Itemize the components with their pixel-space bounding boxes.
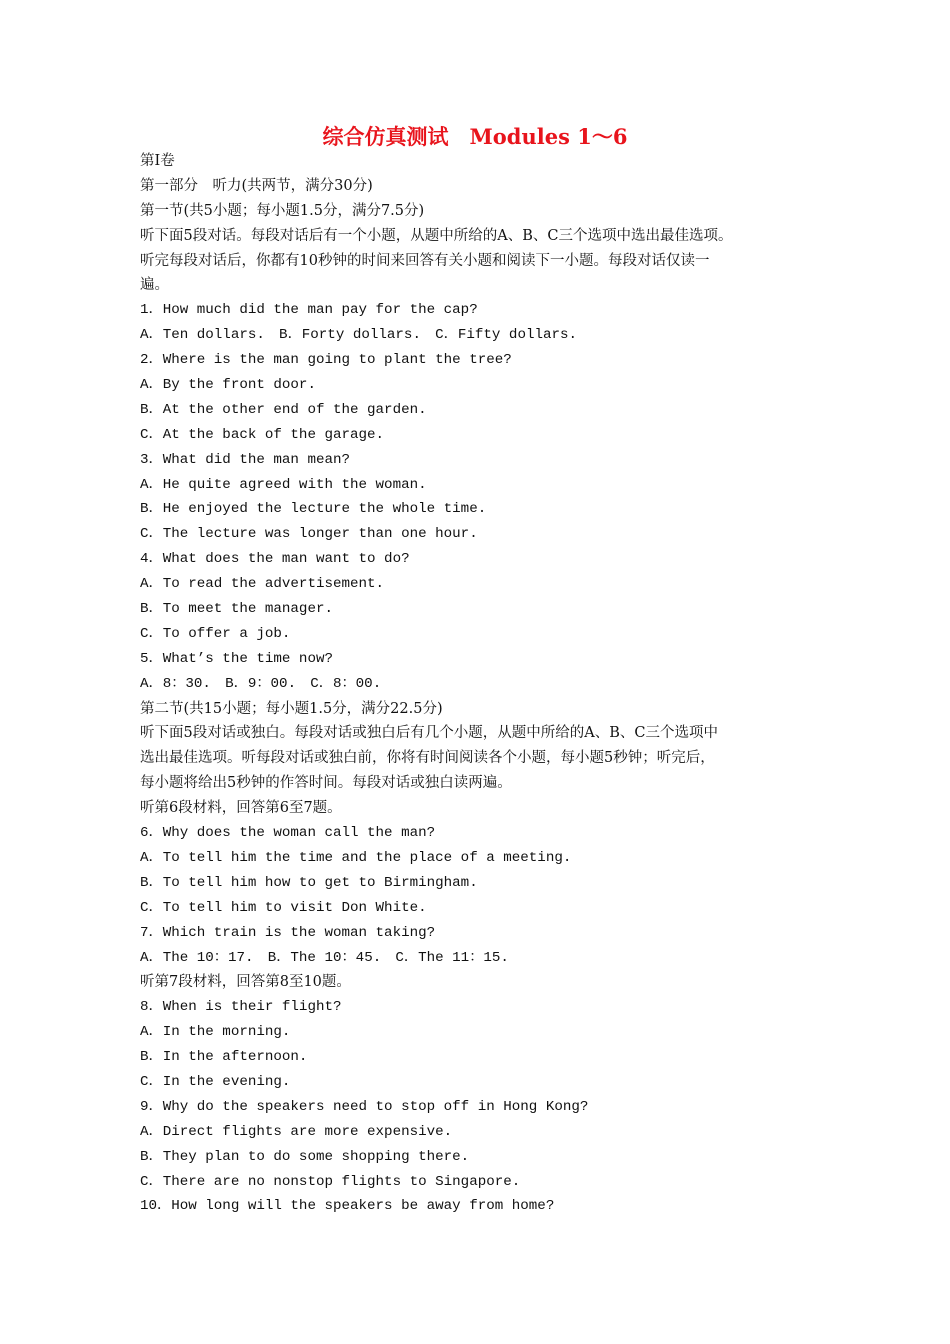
question-line: A．By the front door.: [140, 377, 316, 394]
question-line: A．He quite agreed with the woman.: [140, 476, 427, 493]
instruction-line: 听第7段材料，回答第8至10题。: [140, 974, 351, 991]
question-line: B．In the afternoon.: [140, 1049, 308, 1066]
question-line: A．Ten dollars. B．Forty dollars. C．Fifty dollars.: [140, 327, 578, 344]
instruction-line: 每小题将给出5秒钟的作答时间。每段对话或独白读两遍。: [140, 775, 512, 792]
question-line: A．The 10：17. B．The 10：45. C．The 11：15.: [140, 949, 509, 966]
question-line: 7．Which train is the woman taking?: [140, 924, 436, 941]
question-line: 4．What does the man want to do?: [140, 551, 410, 568]
question-line: 5．What’s the time now?: [140, 650, 333, 667]
question-line: 2．Where is the man going to plant the tree?: [140, 352, 512, 369]
instruction-line: 第二节(共15小题；每小题1.5分，满分22.5分): [140, 700, 443, 717]
question-line: B．They plan to do some shopping there.: [140, 1148, 470, 1165]
document-body: [140, 149, 820, 1219]
question-line: 1．How much did the man pay for the cap?: [140, 302, 478, 319]
instruction-line: 选出最佳选项。听每段对话或独白前，你将有时间阅读各个小题，每小题5秒钟；听完后，: [140, 750, 715, 767]
question-line: 6．Why does the woman call the man?: [140, 825, 436, 842]
instruction-line: 听下面5段对话。每段对话后有一个小题，从题中所给的A、B、C三个选项中选出最佳选项。: [140, 227, 733, 244]
question-line: B．To meet the manager.: [140, 601, 333, 618]
instruction-line: 听第6段材料，回答第6至7题。: [140, 800, 342, 817]
question-line: C．There are no nonstop flights to Singapore.: [140, 1173, 521, 1190]
question-line: 8．When is their flight?: [140, 999, 342, 1016]
question-line: B．To tell him how to get to Birmingham.: [140, 874, 478, 891]
document-title: 综合仿真测试 Modules 1～6: [322, 124, 628, 149]
question-line: 3．What did the man mean?: [140, 451, 351, 468]
question-line: A．To tell him the time and the place of a meeting.: [140, 849, 572, 866]
instruction-line: 遍。: [140, 277, 169, 294]
question-line: 10．How long will the speakers be away from home?: [140, 1198, 555, 1215]
instruction-line: 第Ⅰ卷: [140, 153, 175, 169]
question-line: A．In the morning.: [140, 1024, 291, 1041]
question-line: B．He enjoyed the lecture the whole time.: [140, 501, 487, 518]
instruction-line: 第一节(共5小题；每小题1.5分，满分7.5分): [140, 202, 425, 219]
question-line: A．8：30. B．9：00. C．8：00.: [140, 675, 382, 692]
instruction-line: 听下面5段对话或独白。每段对话或独白后有几个小题，从题中所给的A、B、C三个选项中: [140, 725, 718, 742]
instruction-line: 第一部分 听力(共两节，满分30分): [140, 177, 373, 194]
question-line: B．At the other end of the garden.: [140, 401, 427, 418]
question-line: C．At the back of the garage.: [140, 426, 385, 443]
question-line: C．The lecture was longer than one hour.: [140, 526, 478, 543]
question-line: A．To read the advertisement.: [140, 576, 385, 593]
question-line: C．To offer a job.: [140, 625, 291, 642]
question-line: C．To tell him to visit Don White.: [140, 899, 427, 916]
question-line: 9．Why do the speakers need to stop off in Hong Kong?: [140, 1098, 589, 1115]
question-line: A．Direct flights are more expensive.: [140, 1123, 453, 1140]
instruction-line: 听完每段对话后，你都有10秒钟的时间来回答有关小题和阅读下一小题。每段对话仅读一: [140, 252, 710, 269]
question-line: C．In the evening.: [140, 1073, 291, 1090]
